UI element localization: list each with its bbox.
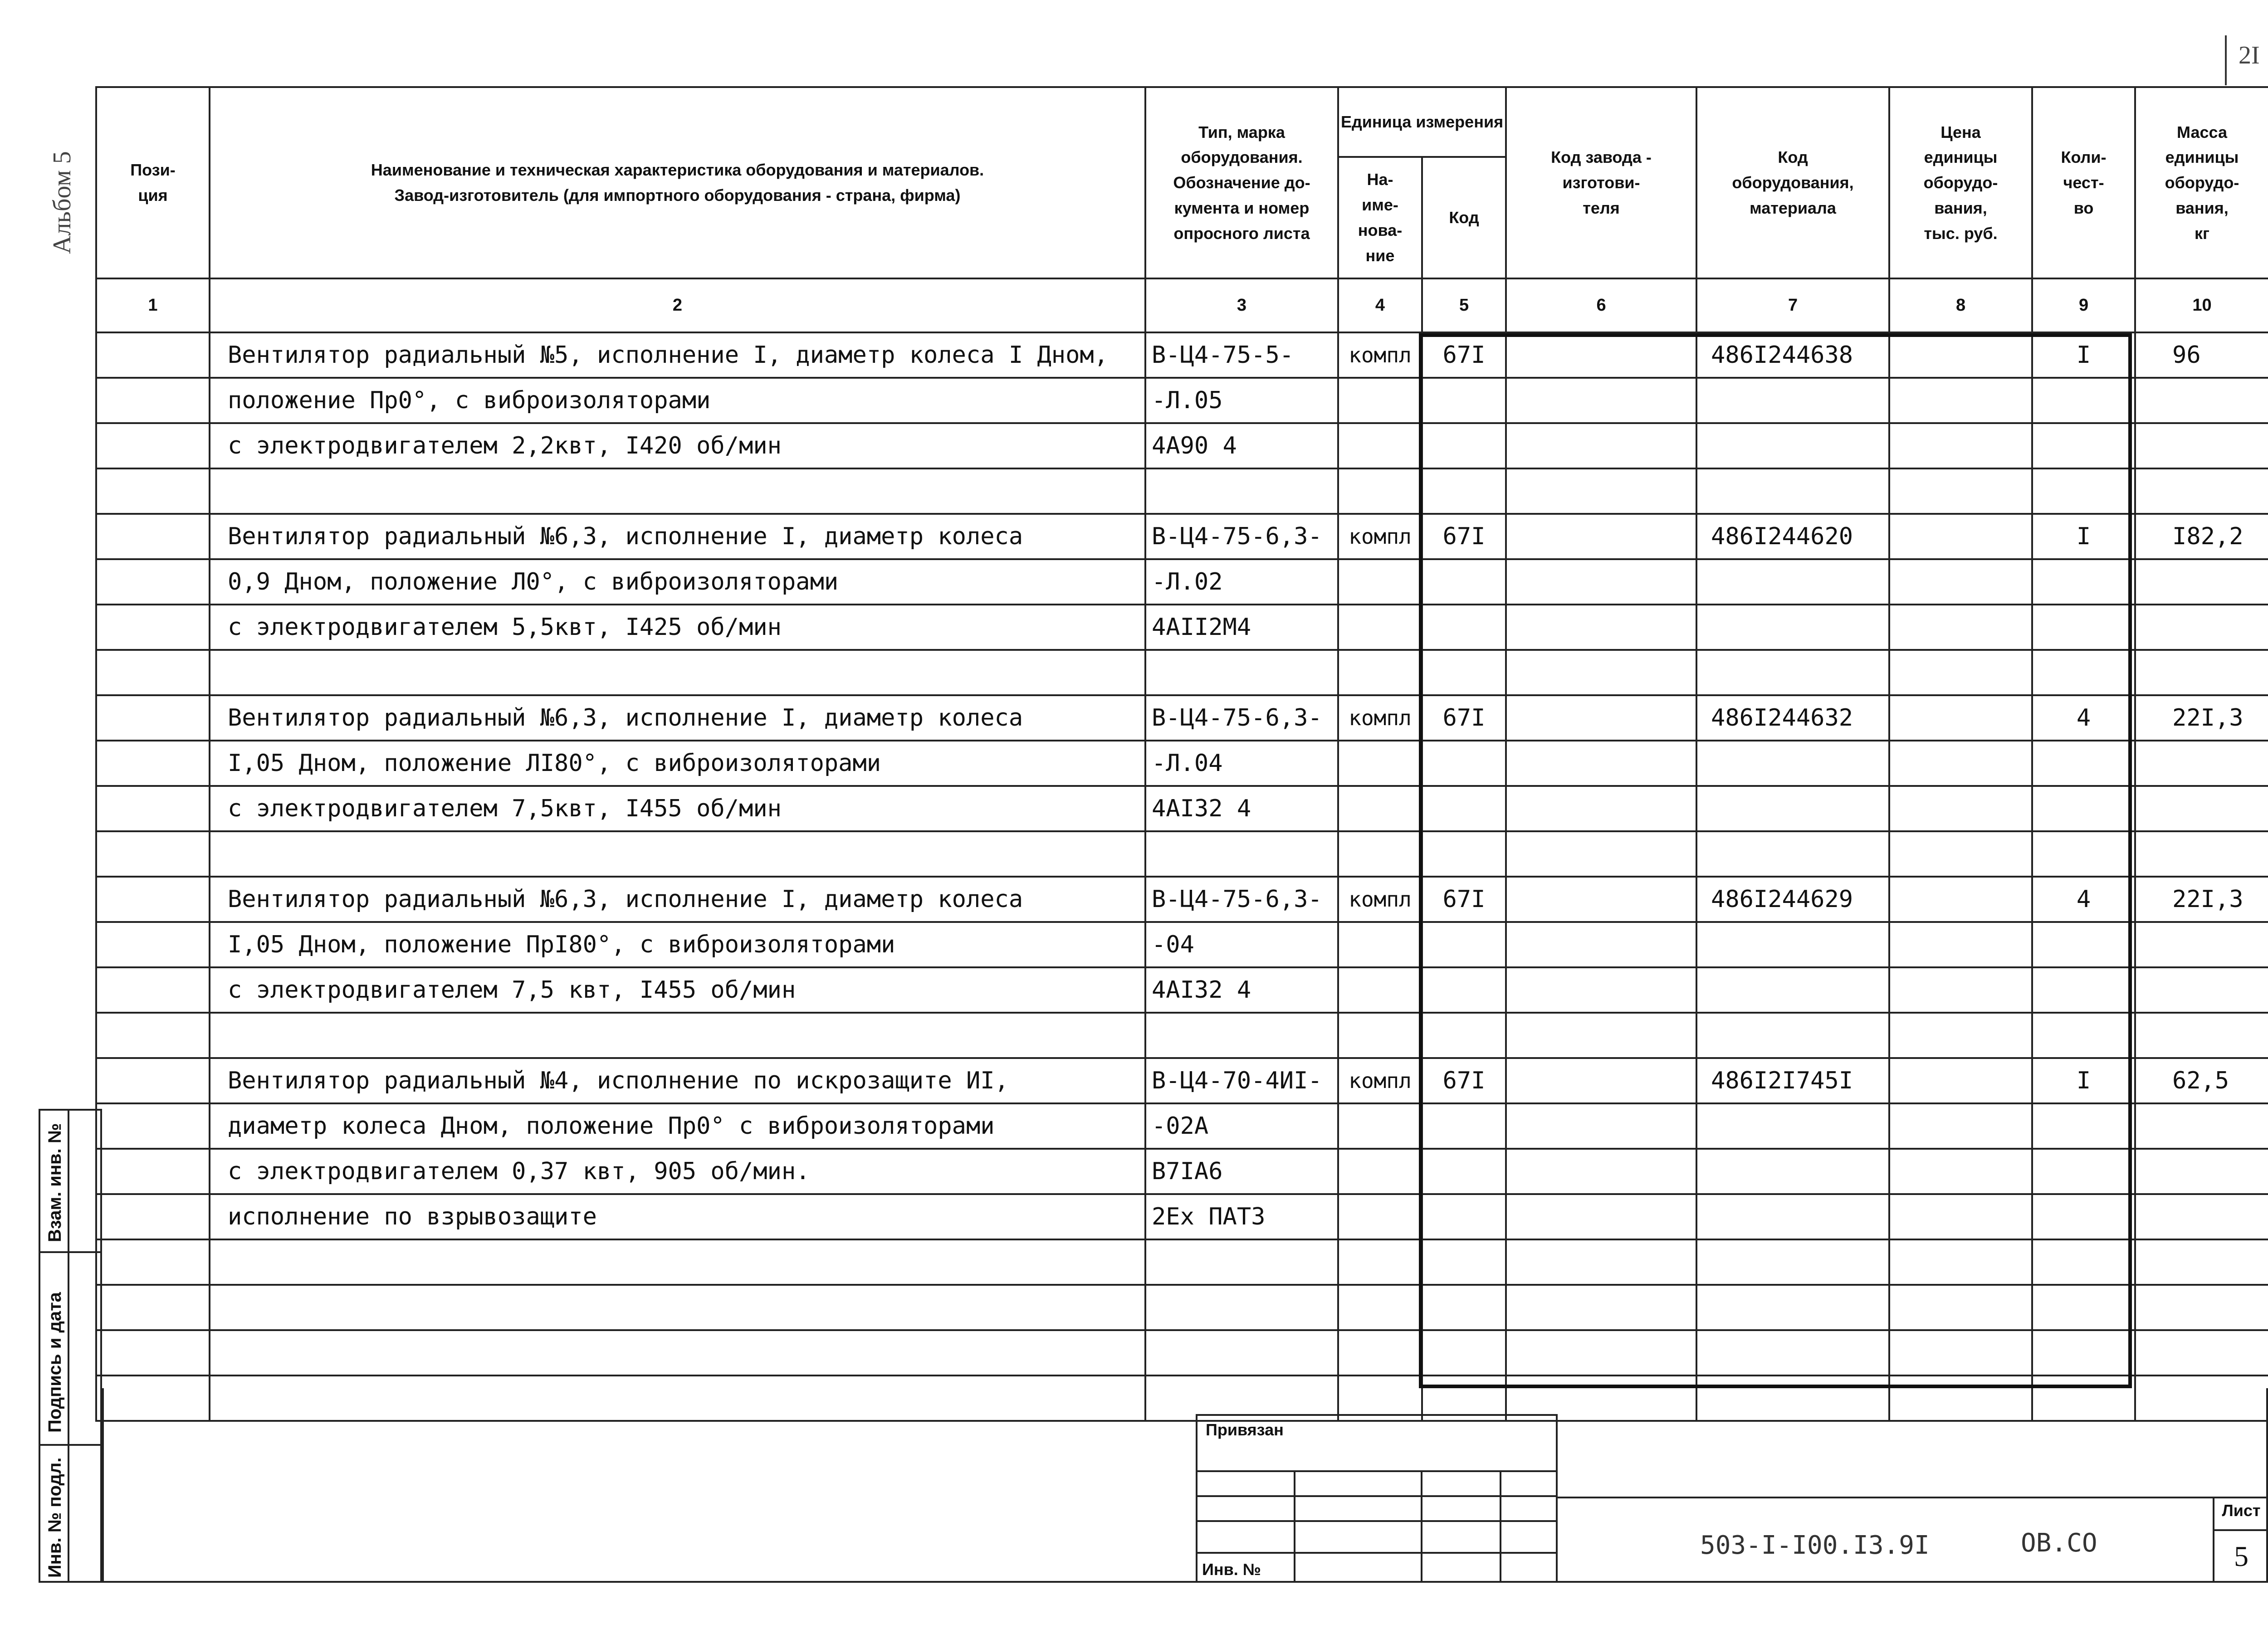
row-name: с электродвигателем 7,5квт, I455 об/мин	[210, 786, 1145, 831]
header-unit-code: Код	[1422, 157, 1506, 278]
row-position	[96, 741, 210, 786]
sheet-box	[2213, 1497, 2268, 1583]
row-name: Вентилятор радиальный №4, исполнение по искрозащите ИI,	[210, 1058, 1145, 1103]
sheet-label: Лист	[2222, 1501, 2261, 1520]
row-mass: 62,5	[2135, 1058, 2268, 1103]
header-position: Пози- ция	[96, 87, 210, 278]
row-name: I,05 Дном, положение ПрI80°, с виброизоляторами	[210, 922, 1145, 967]
row-type	[1145, 1239, 1338, 1285]
column-number: 9	[2032, 278, 2135, 332]
row-unit-name	[1338, 967, 1422, 1013]
row-unit-name: компл	[1338, 695, 1422, 741]
row-position	[96, 922, 210, 967]
row-unit-name	[1338, 1285, 1422, 1330]
row-type: В-Ц4-75-6,3-	[1145, 877, 1338, 922]
column-number: 10	[2135, 278, 2268, 332]
row-type: -Л.05	[1145, 378, 1338, 423]
row-name	[210, 1285, 1145, 1330]
page-corner-number: 2I	[2239, 41, 2260, 69]
row-type: 4А90 4	[1145, 423, 1338, 468]
column-number: 1	[96, 278, 210, 332]
inv-podl-label: Инв. № подл.	[45, 1457, 65, 1578]
row-unit-name	[1338, 605, 1422, 650]
row-mass: 96	[2135, 332, 2268, 378]
row-unit-name	[1338, 786, 1422, 831]
row-name: диаметр колеса Дном, положение Пр0° с виброизоляторами	[210, 1103, 1145, 1149]
row-unit-name	[1338, 831, 1422, 877]
row-position	[96, 1239, 210, 1285]
row-position	[96, 1285, 210, 1330]
row-mass: 22I,3	[2135, 877, 2268, 922]
row-unit-name	[1338, 1103, 1422, 1149]
row-unit-name	[1338, 1239, 1422, 1285]
row-position	[96, 378, 210, 423]
header-price: Цена единицы оборудо- вания, тыс. руб.	[1889, 87, 2032, 278]
row-mass	[2135, 1013, 2268, 1058]
row-mass	[2135, 1330, 2268, 1375]
podpis-data-label: Подпись и дата	[45, 1292, 65, 1433]
column-number: 8	[1889, 278, 2032, 332]
row-name	[210, 1330, 1145, 1375]
column-number: 6	[1506, 278, 1696, 332]
row-position	[96, 786, 210, 831]
row-unit-name	[1338, 741, 1422, 786]
row-mass	[2135, 650, 2268, 695]
row-type: В-Ц4-75-6,3-	[1145, 695, 1338, 741]
row-type: 2Ех ПАТ3	[1145, 1194, 1338, 1239]
row-type: -04	[1145, 922, 1338, 967]
row-unit-code: 67I	[1422, 332, 1506, 378]
row-position	[96, 1330, 210, 1375]
sheet-number: 5	[2234, 1540, 2248, 1572]
row-unit-name: компл	[1338, 514, 1422, 559]
column-number: 5	[1422, 278, 1506, 332]
row-mass	[2135, 831, 2268, 877]
vzam-inv-label: Взам. инв. №	[45, 1123, 65, 1242]
signature-strip	[39, 1109, 102, 1583]
privyazan-stamp	[1196, 1414, 1558, 1583]
column-number-row	[96, 278, 2268, 332]
row-type	[1145, 1330, 1338, 1375]
row-type: 4АI32 4	[1145, 786, 1338, 831]
row-unit-name	[1338, 423, 1422, 468]
row-position	[96, 605, 210, 650]
row-type: В-Ц4-70-4ИI-	[1145, 1058, 1338, 1103]
row-position	[96, 559, 210, 605]
row-type: 4АII2М4	[1145, 605, 1338, 650]
row-unit-name	[1338, 468, 1422, 514]
row-unit-name: компл	[1338, 877, 1422, 922]
row-unit-code: 67I	[1422, 877, 1506, 922]
row-name: с электродвигателем 7,5 квт, I455 об/мин	[210, 967, 1145, 1013]
row-type: В7IА6	[1145, 1149, 1338, 1194]
header-unit: Единица измерения	[1338, 87, 1506, 157]
row-position	[96, 1103, 210, 1149]
row-name	[210, 650, 1145, 695]
column-number: 7	[1696, 278, 1889, 332]
row-equipment-code: 486I244629	[1696, 877, 1889, 922]
row-position	[96, 1149, 210, 1194]
bold-frame-columns-5-9	[1419, 333, 2132, 1388]
row-mass	[2135, 605, 2268, 650]
row-position	[96, 877, 210, 922]
row-mass	[2135, 1285, 2268, 1330]
row-name: I,05 Дном, положение ЛI80°, с виброизоляторами	[210, 741, 1145, 786]
row-equipment-code: 486I244632	[1696, 695, 1889, 741]
row-name: Вентилятор радиальный №6,3, исполнение I, диаметр колеса	[210, 514, 1145, 559]
row-name: с электродвигателем 0,37 квт, 905 об/мин.	[210, 1149, 1145, 1194]
row-unit-code: 67I	[1422, 1058, 1506, 1103]
row-mass	[2135, 378, 2268, 423]
row-type	[1145, 1013, 1338, 1058]
header-name: Наименование и техническая характеристика оборудования и материалов. Завод-изготовитель (для импортного оборудования - страна, фирма)	[210, 87, 1145, 278]
row-position	[96, 695, 210, 741]
privyazan-label: Привязан	[1206, 1420, 1284, 1439]
row-mass	[2135, 967, 2268, 1013]
row-mass	[2135, 1103, 2268, 1149]
row-name	[210, 468, 1145, 514]
row-quantity: 4	[2032, 695, 2135, 741]
row-position	[96, 514, 210, 559]
column-number: 4	[1338, 278, 1422, 332]
row-position	[96, 468, 210, 514]
row-name	[210, 831, 1145, 877]
row-unit-name	[1338, 559, 1422, 605]
row-unit-name	[1338, 1013, 1422, 1058]
row-mass: 22I,3	[2135, 695, 2268, 741]
row-type	[1145, 831, 1338, 877]
row-mass	[2135, 741, 2268, 786]
document-number: 503-I-I00.I3.9I	[1700, 1531, 1930, 1560]
column-number: 2	[210, 278, 1145, 332]
row-type: -Л.04	[1145, 741, 1338, 786]
row-equipment-code: 486I244638	[1696, 332, 1889, 378]
row-type: 4АI32 4	[1145, 967, 1338, 1013]
row-unit-name	[1338, 922, 1422, 967]
row-mass	[2135, 423, 2268, 468]
header-quantity: Коли- чест- во	[2032, 87, 2135, 278]
row-name: Вентилятор радиальный №6,3, исполнение I, диаметр колеса	[210, 877, 1145, 922]
row-unit-name: компл	[1338, 1058, 1422, 1103]
corner-mark-line	[2225, 35, 2227, 85]
row-mass	[2135, 922, 2268, 967]
row-quantity: I	[2032, 332, 2135, 378]
row-unit-name	[1338, 1149, 1422, 1194]
document-mark: ОВ.СО	[2021, 1528, 2097, 1558]
column-number: 3	[1145, 278, 1338, 332]
row-type: В-Ц4-75-6,3-	[1145, 514, 1338, 559]
row-unit-name: компл	[1338, 332, 1422, 378]
row-mass	[2135, 786, 2268, 831]
row-position	[96, 1013, 210, 1058]
row-name: 0,9 Дном, положение Л0°, с виброизоляторами	[210, 559, 1145, 605]
row-name	[210, 1013, 1145, 1058]
row-type: -Л.02	[1145, 559, 1338, 605]
row-mass	[2135, 1149, 2268, 1194]
row-position	[96, 423, 210, 468]
row-unit-name	[1338, 650, 1422, 695]
header-unit-name: На- име- нова- ние	[1338, 157, 1422, 278]
inv-no-label: Инв. №	[1202, 1560, 1261, 1579]
row-name: Вентилятор радиальный №6,3, исполнение I, диаметр колеса	[210, 695, 1145, 741]
row-quantity: 4	[2032, 877, 2135, 922]
row-unit-name	[1338, 1330, 1422, 1375]
row-position	[96, 1058, 210, 1103]
row-name: положение Пр0°, с виброизоляторами	[210, 378, 1145, 423]
row-position	[96, 332, 210, 378]
row-quantity: I	[2032, 514, 2135, 559]
row-name: с электродвигателем 2,2квт, I420 об/мин	[210, 423, 1145, 468]
row-equipment-code: 486I2I745I	[1696, 1058, 1889, 1103]
row-name: Вентилятор радиальный №5, исполнение I, диаметр колеса I Дном,	[210, 332, 1145, 378]
row-quantity: I	[2032, 1058, 2135, 1103]
row-position	[96, 1194, 210, 1239]
row-mass	[2135, 1194, 2268, 1239]
row-name: с электродвигателем 5,5квт, I425 об/мин	[210, 605, 1145, 650]
row-mass	[2135, 559, 2268, 605]
header-plant-code: Код завода - изготови- теля	[1506, 87, 1696, 278]
row-mass	[2135, 1239, 2268, 1285]
row-position	[96, 650, 210, 695]
row-unit-name	[1338, 378, 1422, 423]
row-position	[96, 967, 210, 1013]
row-equipment-code: 486I244620	[1696, 514, 1889, 559]
row-unit-name	[1338, 1194, 1422, 1239]
row-unit-code: 67I	[1422, 695, 1506, 741]
row-name: исполнение по взрывозащите	[210, 1194, 1145, 1239]
row-name	[210, 1239, 1145, 1285]
header-type: Тип, марка оборудования. Обозначение до- кумента и номер опросного листа	[1145, 87, 1338, 278]
row-type: -02А	[1145, 1103, 1338, 1149]
album-label: Альбом 5	[48, 151, 76, 254]
header-mass: Масса единицы оборудо- вания, кг	[2135, 87, 2268, 278]
row-mass	[2135, 468, 2268, 514]
row-type	[1145, 468, 1338, 514]
row-type: В-Ц4-75-5-	[1145, 332, 1338, 378]
row-type	[1145, 1285, 1338, 1330]
row-unit-code: 67I	[1422, 514, 1506, 559]
row-mass: I82,2	[2135, 514, 2268, 559]
row-position	[96, 831, 210, 877]
row-type	[1145, 650, 1338, 695]
header-equipment-code: Код оборудования, материала	[1696, 87, 1889, 278]
